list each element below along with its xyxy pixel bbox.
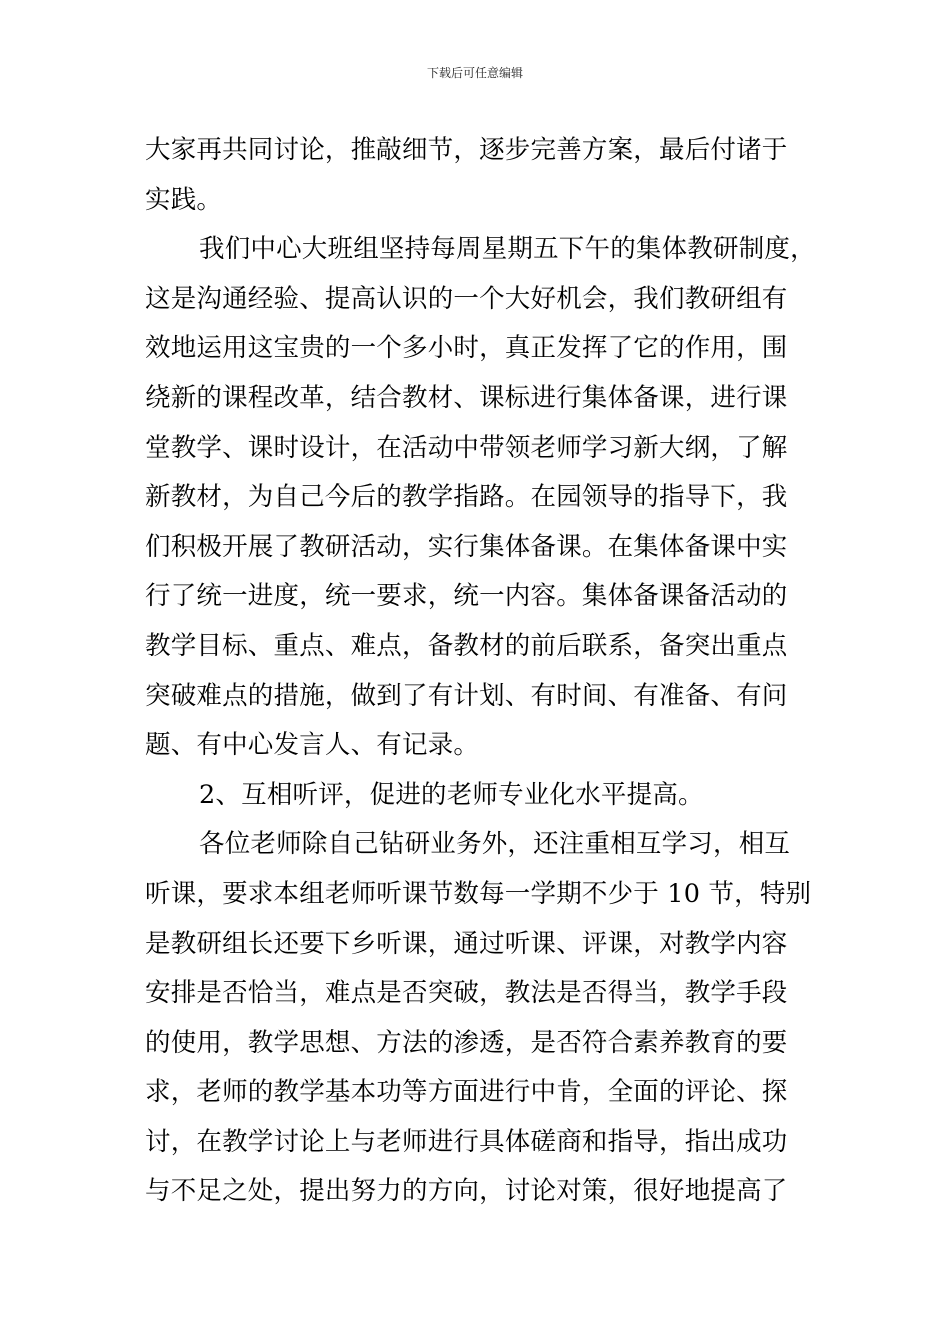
text-line: 实践。 [145, 184, 223, 215]
text-line: 们积极开展了教研活动，实行集体备课。在集体备课中实 [145, 531, 788, 562]
paragraph-start-line: 我们中心大班组坚持每周星期五下午的集体教研制度， [199, 234, 816, 265]
text-line: 新教材，为自己今后的教学指路。在园领导的指导下，我 [145, 482, 788, 513]
text-line: 与不足之处，提出努力的方向，讨论对策，很好地提高了 [145, 1176, 788, 1207]
text-line: 教学目标、重点、难点，备教材的前后联系，备突出重点 [145, 630, 788, 661]
page-header: 下载后可任意编辑 [426, 66, 523, 80]
text-line: 讨，在教学讨论上与老师进行具体磋商和指导，指出成功 [145, 1126, 788, 1157]
body-text [145, 126, 825, 1217]
text-line: 堂教学、课时设计，在活动中带领老师学习新大纲，了解 [145, 432, 788, 463]
text-line: 绕新的课程改革，结合教材、课标进行集体备课，进行课 [145, 382, 788, 413]
text-line: 听课，要求本组老师听课节数每一学期不少于 10 节，特别 [145, 878, 812, 909]
section-heading: 2、互相听评，促进的老师专业化水平提高。 [199, 779, 704, 810]
text-line: 行了统一进度，统一要求，统一内容。集体备课备活动的 [145, 581, 788, 612]
text-line: 这是沟通经验、提高认识的一个大好机会，我们教研组有 [145, 283, 788, 314]
text-line: 突破难点的措施，做到了有计划、有时间、有准备、有问 [145, 680, 788, 711]
text-line: 大家再共同讨论，推敲细节，逐步完善方案，最后付诸于 [145, 135, 788, 165]
text-line: 安排是否恰当，难点是否突破，教法是否得当，教学手段 [145, 978, 788, 1009]
text-line: 题、有中心发言人、有记录。 [145, 730, 480, 761]
text-line: 求，老师的教学基本功等方面进行中肯，全面的评论、探 [145, 1077, 788, 1108]
paragraph-start-line: 各位老师除自己钻研业务外，还注重相互学习，相互 [199, 829, 791, 860]
text-line: 的使用，教学思想、方法的渗透，是否符合素养教育的要 [145, 1027, 788, 1058]
text-line: 效地运用这宝贵的一个多小时，真正发挥了它的作用，围 [145, 333, 788, 364]
text-line: 是教研组长还要下乡听课，通过听课、评课，对教学内容 [145, 928, 788, 959]
